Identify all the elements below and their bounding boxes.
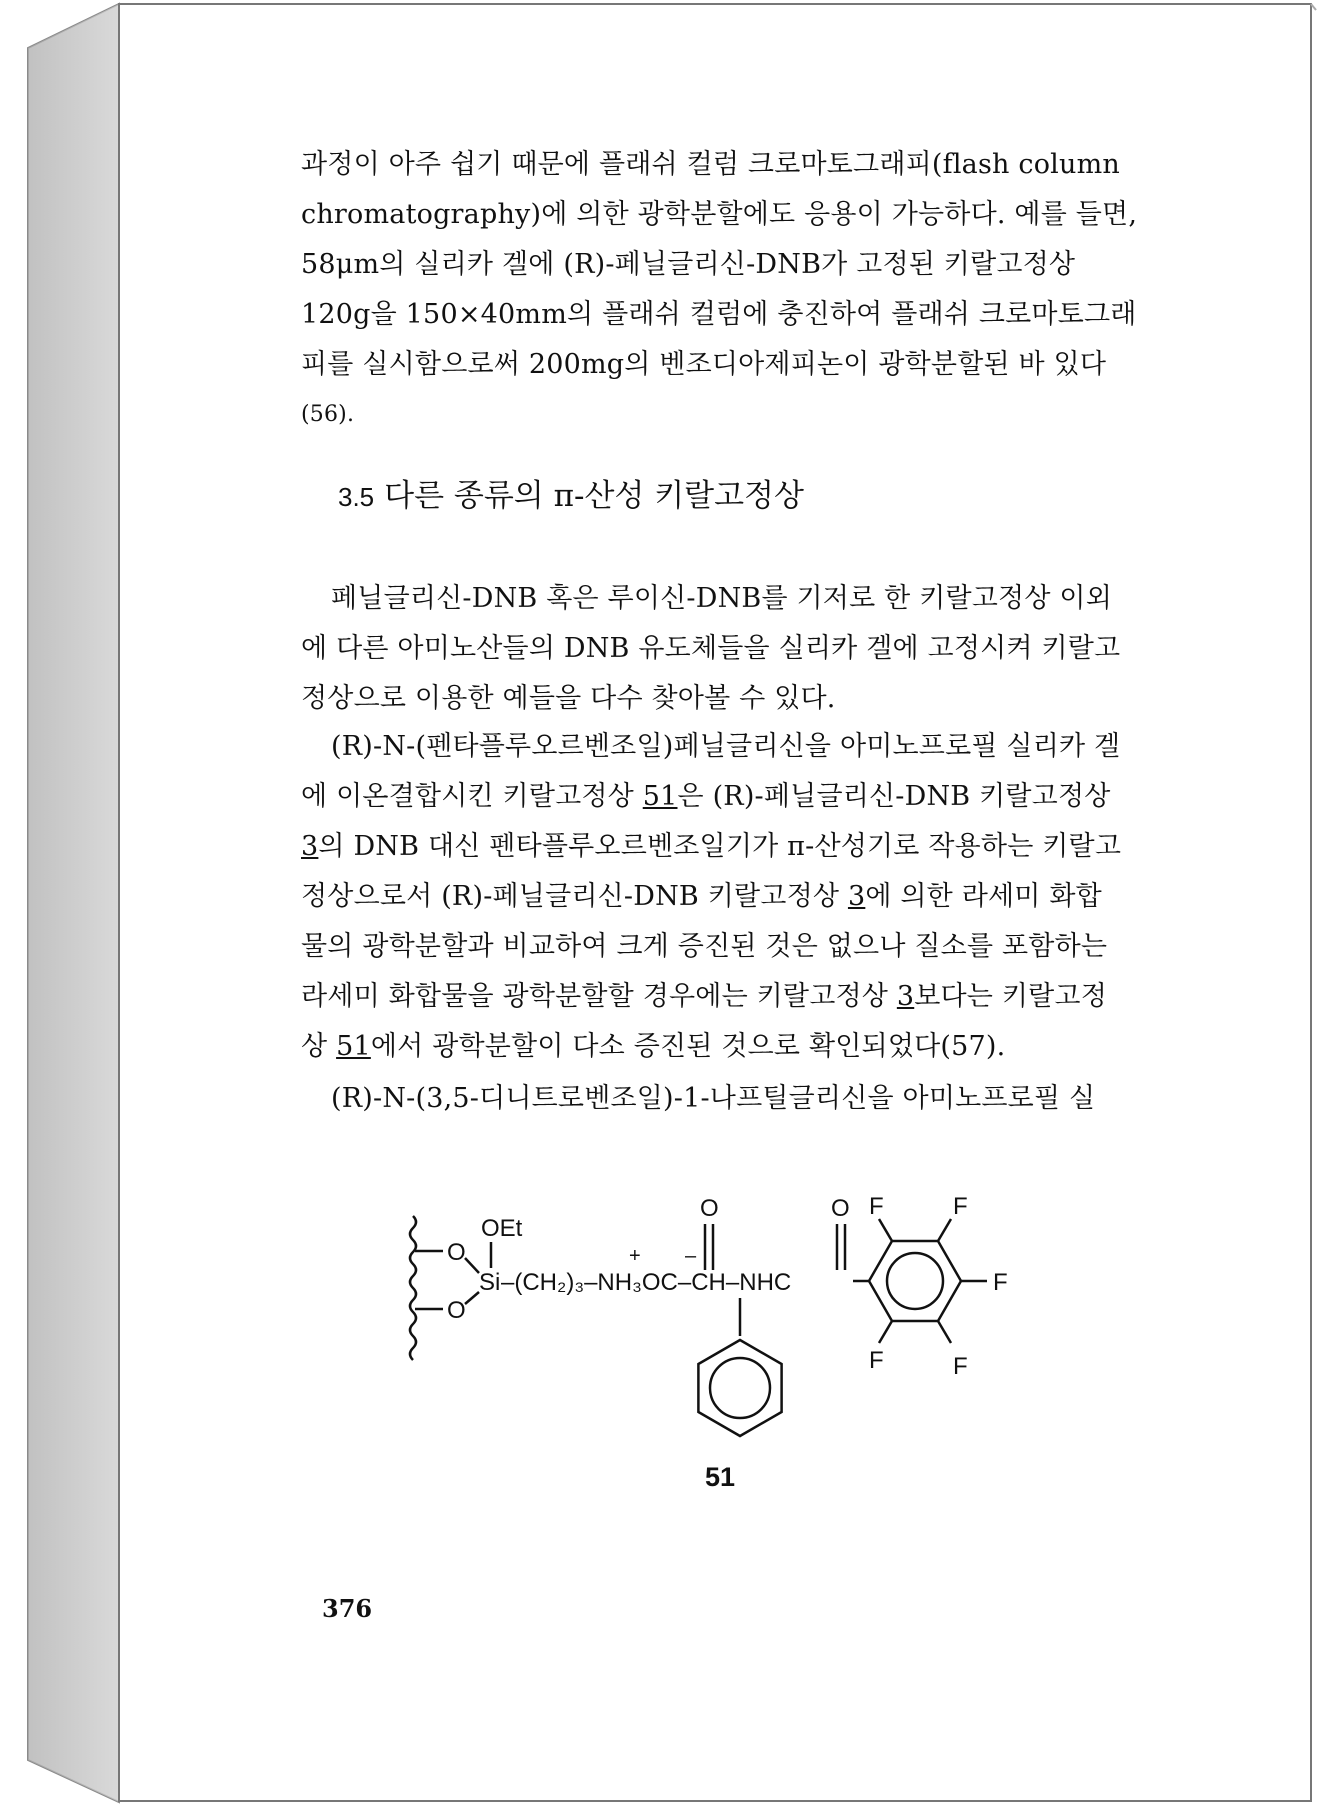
text-line: chromatography)에 의한 광학분할에도 응용이 가능하다. 예를 들면, xyxy=(301,199,1138,230)
silicon-label: Si xyxy=(479,1269,501,1296)
section-number-text: 3.5 xyxy=(338,482,375,512)
minus-charge: – xyxy=(685,1245,697,1267)
paragraph-3 xyxy=(301,722,1193,1072)
text-line: 피를 실시함으로써 200mg의 벤조디아제피논이 광학분할된 바 있다 xyxy=(301,349,1107,380)
chain-label: –(CH₂)₃–NH₃OC–CH–NHC xyxy=(501,1269,792,1296)
oxygen-label: O xyxy=(447,1239,466,1266)
compound-ref: 3 xyxy=(896,981,915,1012)
phenyl-ring xyxy=(698,1340,781,1436)
paragraph-1 xyxy=(301,140,1193,440)
compound-number: 51 xyxy=(704,1462,736,1492)
text-line: 58μm의 실리카 겔에 (R)-페닐글리신-DNB가 고정된 키랄고정상 xyxy=(301,249,1076,280)
text-span: 에서 광학분할이 다소 증진된 것으로 확인되었다(57). xyxy=(370,1031,1006,1062)
compound-ref: 51 xyxy=(642,781,678,812)
fluorine-label: F xyxy=(993,1269,1008,1296)
pentafluorophenyl-ring xyxy=(869,1219,987,1343)
text-span: 의 DNB 대신 펜타플루오르벤조일기가 π-산성기로 작용하는 키랄고 xyxy=(318,831,1122,862)
text-span: 상 xyxy=(301,1031,337,1062)
compound-ref: 3 xyxy=(301,831,319,862)
text-line: 페닐글리신-DNB 혹은 루이신-DNB를 기저로 한 키랄고정상 이외 xyxy=(331,583,1112,614)
ethoxy-label: OEt xyxy=(481,1215,523,1242)
section-title: 다른 종류의 π-산성 키랄고정상 xyxy=(384,478,804,514)
text-span: 에 의한 라세미 화합 xyxy=(865,881,1102,912)
compound-ref: 51 xyxy=(336,1031,371,1062)
oxygen-label: O xyxy=(447,1297,466,1324)
text-line xyxy=(301,1022,1193,1072)
text-line xyxy=(301,772,1193,822)
silica-surface-line xyxy=(410,1216,416,1360)
section-heading xyxy=(330,474,1130,519)
text-span: 라세미 화합물을 광학분할할 경우에는 키랄고정상 xyxy=(301,981,897,1012)
text-line: (56). xyxy=(301,402,355,427)
paragraph-4 xyxy=(301,1074,1193,1124)
text-line: 정상으로 이용한 예들을 다수 찾아볼 수 있다. xyxy=(301,683,836,714)
text-span: 보다는 키랄고정 xyxy=(914,981,1107,1012)
text-line: 물의 광학분할과 비교하여 크게 증진된 것은 없으나 질소를 포함하는 xyxy=(301,931,1108,962)
text-line: 과정이 아주 쉽기 때문에 플래쉬 컬럼 크로마토그래피(flash column xyxy=(301,149,1120,180)
text-line xyxy=(301,822,1193,872)
carbonyl-oxygen: O xyxy=(831,1195,850,1222)
text-span: 은 (R)-페닐글리신-DNB 키랄고정상 xyxy=(677,781,1111,812)
text-line xyxy=(301,972,1193,1022)
text-line: (R)-N-(3,5-디니트로벤조일)-1-나프틸글리신을 아미노프로필 실 xyxy=(331,1083,1096,1114)
text-line: 에 다른 아미노산들의 DNB 유도체들을 실리카 겔에 고정시켜 키랄고 xyxy=(301,633,1121,664)
fluorine-label: F xyxy=(869,1347,884,1374)
fluorine-label: F xyxy=(953,1353,968,1380)
compound-ref: 3 xyxy=(847,881,866,912)
text-span: 에 이온결합시킨 키랄고정상 xyxy=(301,781,643,812)
paragraph-2 xyxy=(301,574,1193,724)
text-line: 120g을 150×40mm의 플래쉬 컬럼에 충진하여 플래쉬 크로마토그래 xyxy=(301,299,1137,330)
plus-charge: + xyxy=(629,1245,641,1267)
text-span: 정상으로서 (R)-페닐글리신-DNB 키랄고정상 xyxy=(301,881,848,912)
fluorine-label: F xyxy=(869,1193,884,1220)
text-line: (R)-N-(펜타플루오르벤조일)페닐글리신을 아미노프로필 실리카 겔 xyxy=(331,731,1121,762)
text-line xyxy=(301,872,1193,922)
fluorine-label: F xyxy=(953,1193,968,1220)
page-number: 376 xyxy=(322,1594,373,1623)
carbonyl-oxygen: O xyxy=(700,1195,719,1222)
